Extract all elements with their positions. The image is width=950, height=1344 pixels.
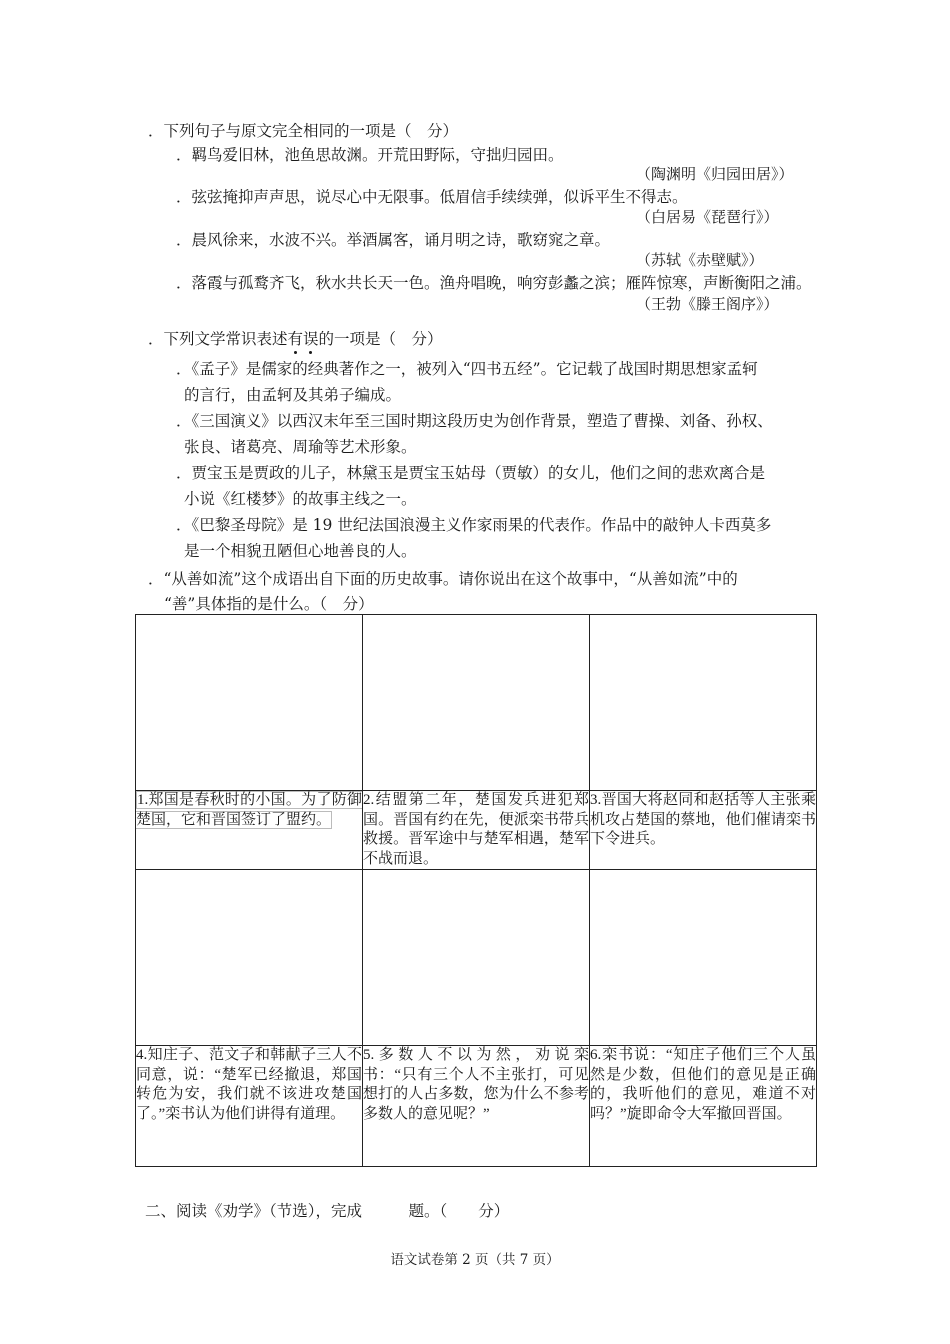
q2-option-b-line2: 张良、诸葛亮、周瑜等艺术形象。	[184, 438, 417, 456]
q2-stem-post: 的一项是（ 分）	[318, 330, 443, 348]
q1-option-d: ．落霞与孤鹜齐飞，秋水共长天一色。渔舟唱晚，响穷彭蠡之滨；雁阵惊寒，声断衡阳之浦。	[176, 274, 812, 292]
q2-option-a-line1: ．《孟子》是儒家的经典著作之一，被列入“四书五经”。它记载了战国时期思想家孟轲	[176, 360, 758, 378]
q1-option-a-source: （陶渊明《归园田居》）	[636, 165, 794, 183]
q1-option-b-source: （白居易《琵琶行》）	[636, 208, 779, 226]
q1-option-b: ．弦弦掩抑声声思，说尽心中无限事。低眉信手续续弹，似诉平生不得志。	[176, 188, 688, 206]
panel-5-caption: 5.多数人不以为然，劝说栾书：“只有三个人不主张打，可见想打的人占多数，您为什么不参考多数人的意见呢？”	[363, 1047, 589, 1122]
q2-option-c-line1: ．贾宝玉是贾政的儿子，林黛玉是贾宝玉姑母（贾敏）的女儿，他们之间的悲欢离合是	[176, 464, 766, 482]
q2-stem	[148, 327, 443, 349]
panel-4-caption-cell	[136, 1046, 363, 1167]
q2-option-d-line1: ．《巴黎圣母院》是 19 世纪法国浪漫主义作家雨果的代表作。作品中的敲钟人卡西莫多	[176, 516, 772, 534]
section-2-heading: 二、阅读《劝学》（节选），完成 题。（ 分）	[145, 1202, 510, 1220]
panel-1-image	[136, 615, 363, 791]
q2-option-d-line2: 是一个相貌丑陋但心地善良的人。	[184, 542, 417, 560]
q3-line1: ．“从善如流”这个成语出自下面的历史故事。请你说出在这个故事中，“从善如流”中的	[148, 570, 738, 588]
q1-option-a: ．羁鸟爱旧林，池鱼思故渊。开荒田野际，守拙归园田。	[176, 146, 564, 164]
panel-2-image	[363, 615, 590, 791]
q2-emphasis-char-1: 有	[287, 330, 304, 348]
panel-6-image	[590, 870, 817, 1046]
panel-3-image	[590, 615, 817, 791]
panel-3-caption-cell	[590, 791, 817, 870]
q2-emphasis-char-2: 误	[303, 330, 319, 348]
q1-option-c: ．晨风徐来，水波不兴。举酒属客，诵月明之诗，歌窈窕之章。	[176, 231, 611, 249]
q2-option-c-line2: 小说《红楼梦》的故事主线之一。	[184, 490, 417, 508]
panel-5-caption-cell	[363, 1046, 590, 1167]
panel-4-caption: 4.知庄子、范文子和韩献子三人不同意，说：“楚军已经撤退，郑国转危为安，我们就不该进攻楚国了。”栾书认为他们讲得有道理。	[136, 1047, 362, 1122]
q1-option-c-source: （苏轼《赤壁赋》）	[636, 251, 764, 269]
panel-1-caption	[136, 791, 362, 830]
panel-1-caption-cell	[136, 791, 363, 870]
q3-line2: “善”具体指的是什么。（ 分）	[164, 595, 374, 613]
panel-4-image	[136, 870, 363, 1046]
panel-6-caption-cell	[590, 1046, 817, 1167]
q1-option-d-source: （王勃《滕王阁序》）	[636, 295, 779, 313]
panel-2-caption: 2.结盟第二年，楚国发兵进犯郑国。晋国有约在先，便派栾书带兵救援。晋军途中与楚军相遇，楚军不战而退。	[363, 792, 589, 867]
q2-option-a-line2: 的言行，由孟轲及其弟子编成。	[184, 386, 402, 404]
panel-1-caption-text: 1.郑国是春秋时的小国。为了防御楚国，它和晋国签订了盟约。	[136, 792, 362, 828]
q1-stem: ．下列句子与原文完全相同的一项是（ 分）	[148, 122, 459, 140]
q2-option-b-line1: ．《三国演义》以西汉末年至三国时期这段历史为创作背景，塑造了曹操、刘备、孙权、	[176, 412, 773, 430]
q2-stem-pre: ．下列文学常识表述	[148, 330, 288, 348]
panel-6-caption: 6.栾书说：“知庄子他们三个人虽然是少数，但他们的意见是正确的，我听他们的意见，难道不对吗？”旋即命令大军撤回晋国。	[590, 1047, 816, 1122]
panel-2-caption-cell	[363, 791, 590, 870]
panel-5-image	[363, 870, 590, 1046]
panel-3-caption: 3.晋国大将赵同和赵括等人主张乘机攻占楚国的蔡地，他们催请栾书下令进兵。	[590, 792, 816, 847]
page-footer: 语文试卷第 2 页（共 7 页）	[390, 1252, 560, 1268]
story-panels-table	[135, 614, 817, 1167]
